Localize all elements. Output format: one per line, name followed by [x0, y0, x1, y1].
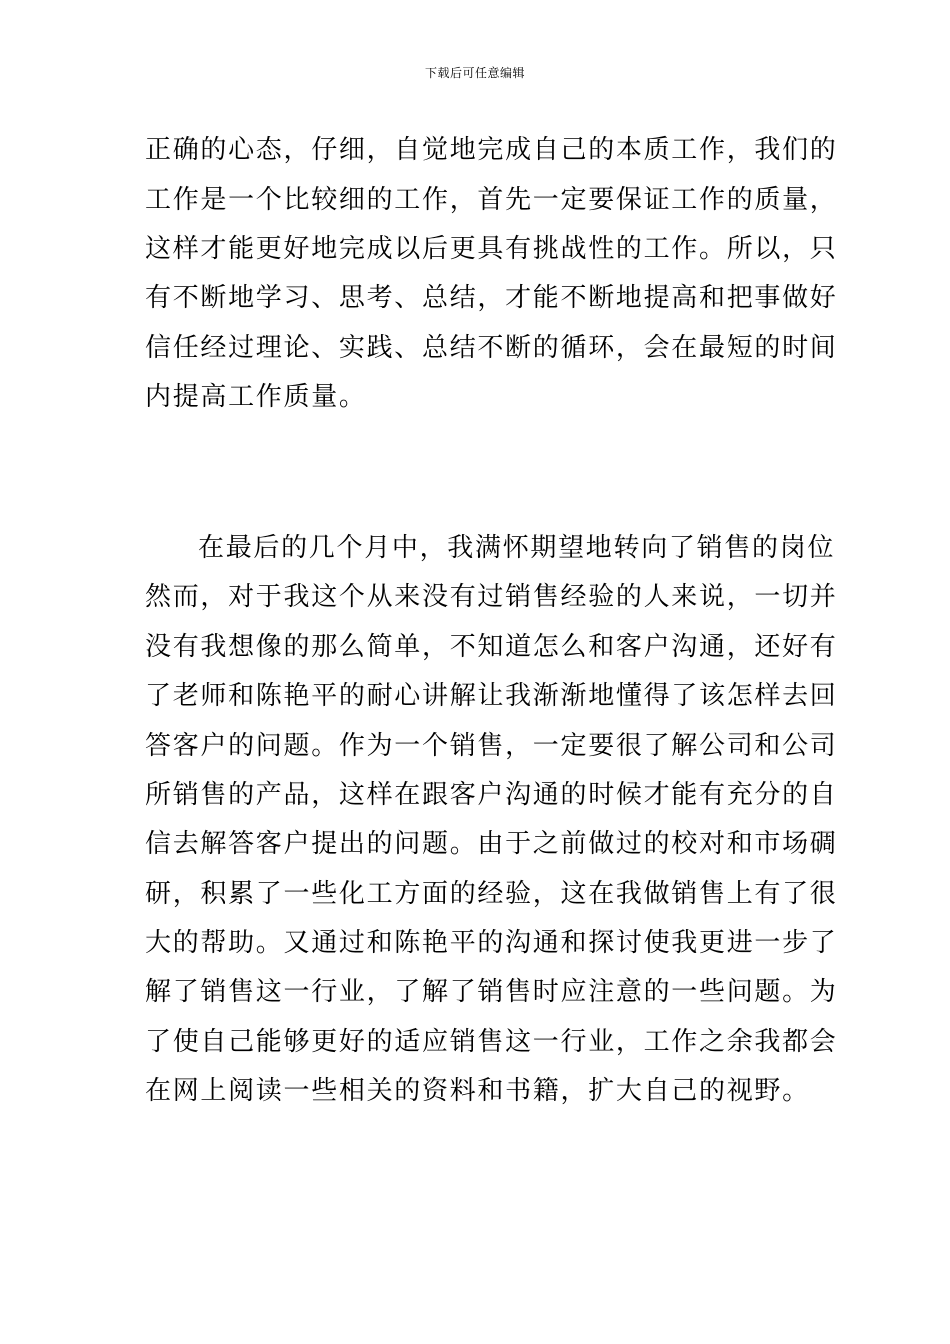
paragraph-2-line: 在最后的几个月中，我满怀期望地转向了销售的岗位 [198, 533, 836, 563]
paragraph-2-line: 所销售的产品，这样在跟客户沟通的时候才能有充分的自 [145, 780, 838, 810]
paragraph-1-line: 内提高工作质量。 [145, 382, 367, 412]
paragraph-2-line: 了老师和陈艳平的耐心讲解让我渐渐地懂得了该怎样去回 [145, 681, 838, 711]
paragraph-2-line: 研，积累了一些化工方面的经验，这在我做销售上有了很 [145, 879, 838, 909]
paragraph-2-line: 了使自己能够更好的适应销售这一行业，工作之余我都会 [145, 1027, 838, 1057]
paragraph-2-line: 解了销售这一行业，了解了销售时应注意的一些问题。为 [145, 977, 838, 1007]
paragraph-2-line: 信去解答客户提出的问题。由于之前做过的校对和市场碉 [145, 829, 838, 859]
page-header: 下载后可任意编辑 [424, 66, 525, 80]
paragraph-1-line: 这样才能更好地完成以后更具有挑战性的工作。所以，只 [145, 234, 838, 264]
paragraph-1-line: 正确的心态，仔细，自觉地完成自己的本质工作，我们的 [145, 135, 838, 165]
paragraph-2-line: 大的帮助。又通过和陈艳平的沟通和探讨使我更进一步了 [145, 928, 838, 958]
paragraph-1-line: 信任经过理论、实践、总结不断的循环，会在最短的时间 [145, 333, 838, 363]
paragraph-1-line: 有不断地学习、思考、总结，才能不断地提高和把事做好 [145, 283, 838, 313]
paragraph-2-line: 在网上阅读一些相关的资料和书籍，扩大自己的视野。 [145, 1076, 810, 1106]
paragraph-2-line: 然而，对于我这个从来没有过销售经验的人来说，一切并 [145, 582, 838, 612]
paragraph-2-line: 没有我想像的那么简单，不知道怎么和客户沟通，还好有 [145, 632, 838, 662]
paragraph-2-line: 答客户的问题。作为一个销售，一定要很了解公司和公司 [145, 731, 838, 761]
paragraph-1-line: 工作是一个比较细的工作，首先一定要保证工作的质量， [145, 185, 838, 215]
